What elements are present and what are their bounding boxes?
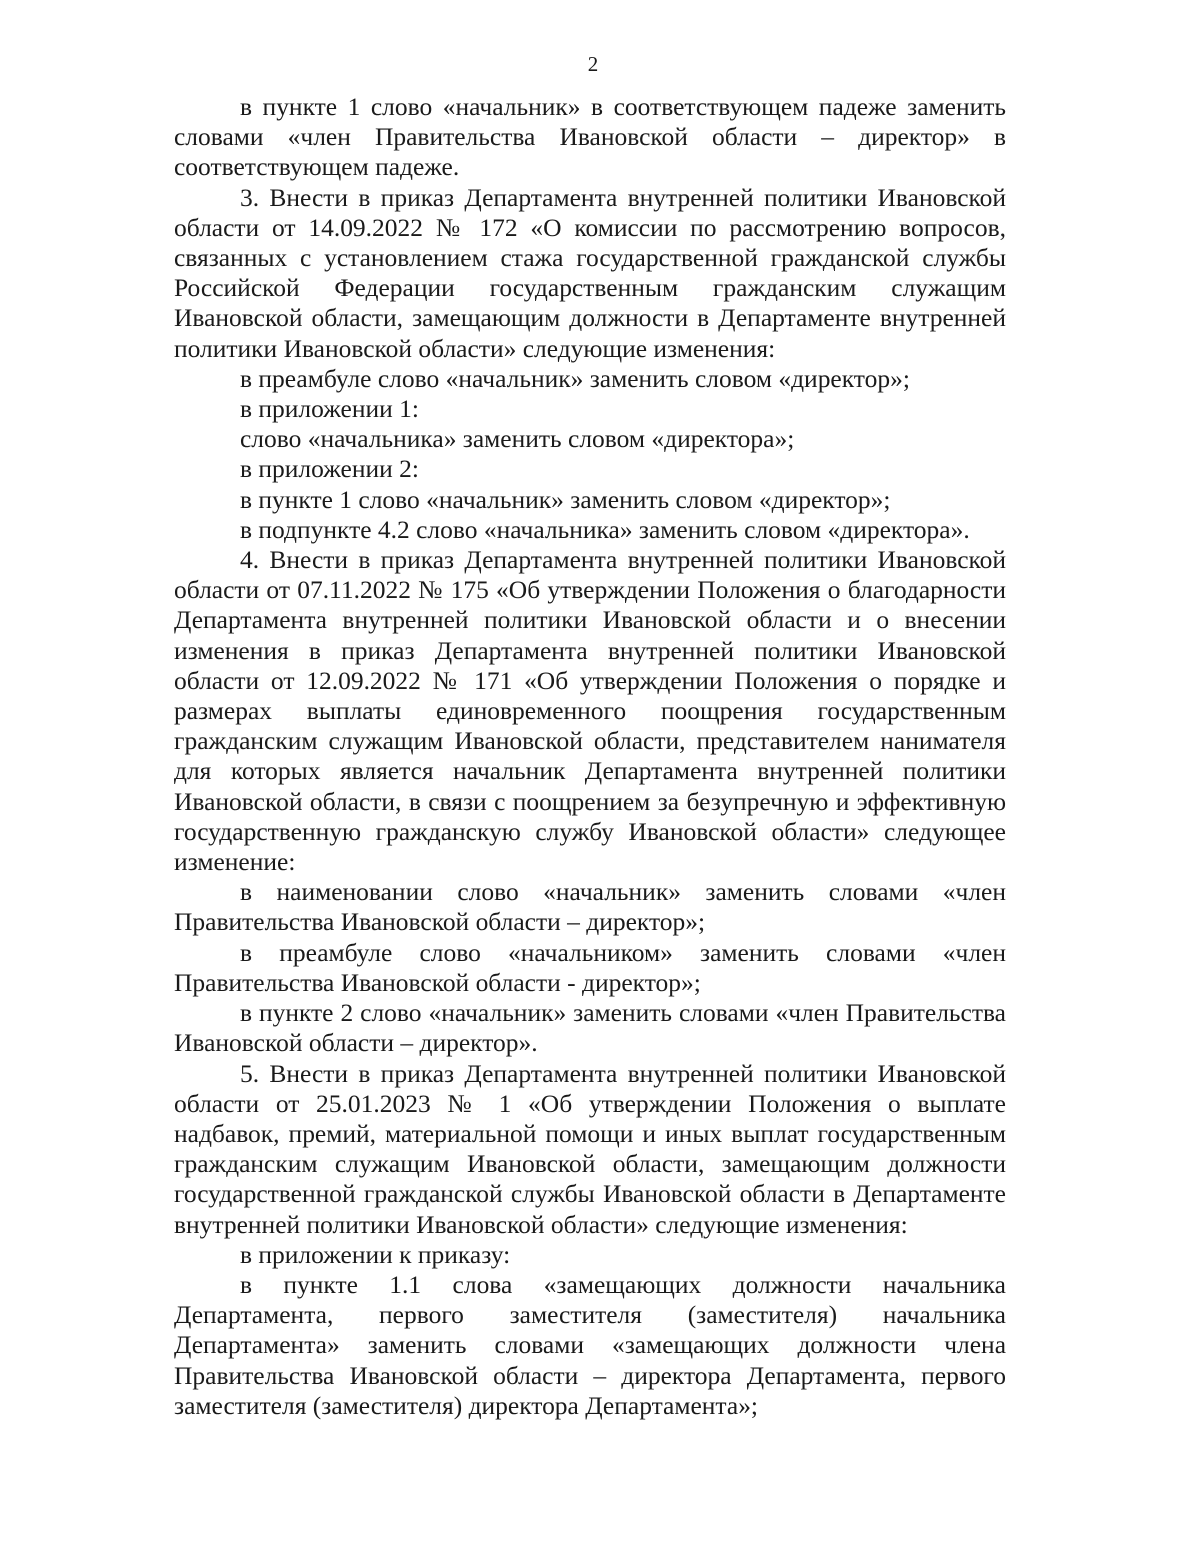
paragraph-item-3-annex1-change: слово «начальника» заменить словом «директора»; [240,424,795,454]
paragraph-item-3-annex2-point1: в пункте 1 слово «начальник» заменить словом «директор»; [240,484,891,514]
page-number: 2 [587,52,599,76]
document-body [174,92,1006,1421]
paragraph-item-3-annex2-subpoint: в подпункте 4.2 слово «начальника» заменить словом «директора». [240,514,970,544]
paragraph-item1-tail: в пункте 1 слово «начальник» в соответствующем падеже заменить словами «член Правительства Ивановской области – директор» в соответствующем падеже. [174,92,1006,182]
paragraph-item-4-title-change: в наименовании слово «начальник» заменить словами «член Правительства Ивановской области – директор»; [174,877,1006,937]
paragraph-item-4: 4. Внести в приказ Департамента внутренней политики Ивановской области от 07.11.2022 № 175 «Об утверждении Положения о благодарности Департамента внутренней политики Ивановской области и о внесении изменения в приказ Департамента внутренней политики Ивановской области от 12.09.2022 № 171 «Об утверждении Положения о порядке и размерах выплаты единовременного поощрения государственным гражданским служащим Ивановской области, представителем нанимателя для которых является начальник Департамента внутренней политики Ивановской области, в связи с поощрением за безупречную и эффективную государственную гражданскую службу Ивановской области» следующее изменение: [174,545,1006,877]
paragraph-item-3-annex1: в приложении 1: [240,394,419,424]
paragraph-item-5: 5. Внести в приказ Департамента внутренней политики Ивановской области от 25.01.2023 № 1 «Об утверждении Положения о выплате надбавок, премий, материальной помощи и иных выплат государственным гражданским служащим Ивановской области, замещающим должности государственной гражданской службы Ивановской области в Департаменте внутренней политики Ивановской области» следующие изменения: [174,1058,1006,1239]
paragraph-item-3: 3. Внести в приказ Департамента внутренней политики Ивановской области от 14.09.2022 № 172 «О комиссии по рассмотрению вопросов, связанных с установлением стажа государственной гражданской службы Российской Федерации государственным гражданским служащим Ивановской области, замещающим должности в Департаменте внутренней политики Ивановской области» следующие изменения: [174,182,1006,363]
paragraph-item-5-annex: в приложении к приказу: [240,1239,511,1269]
paragraph-item-3-annex2: в приложении 2: [240,454,419,484]
paragraph-item-3-preamble: в преамбуле слово «начальник» заменить словом «директор»; [240,363,910,393]
paragraph-item-4-point2-change: в пункте 2 слово «начальник» заменить словами «член Правительства Ивановской области – директор». [174,998,1006,1058]
paragraph-item-4-preamble-change: в преамбуле слово «начальником» заменить словами «член Правительства Ивановской области - директор»; [174,937,1006,997]
paragraph-item-5-point1-1: в пункте 1.1 слова «замещающих должности начальника Департамента, первого заместителя (заместителя) начальника Департамента» заменить словами «замещающих должности члена Правительства Ивановской области – директора Департамента, первого заместителя (заместителя) директора Департамента»; [174,1269,1006,1420]
